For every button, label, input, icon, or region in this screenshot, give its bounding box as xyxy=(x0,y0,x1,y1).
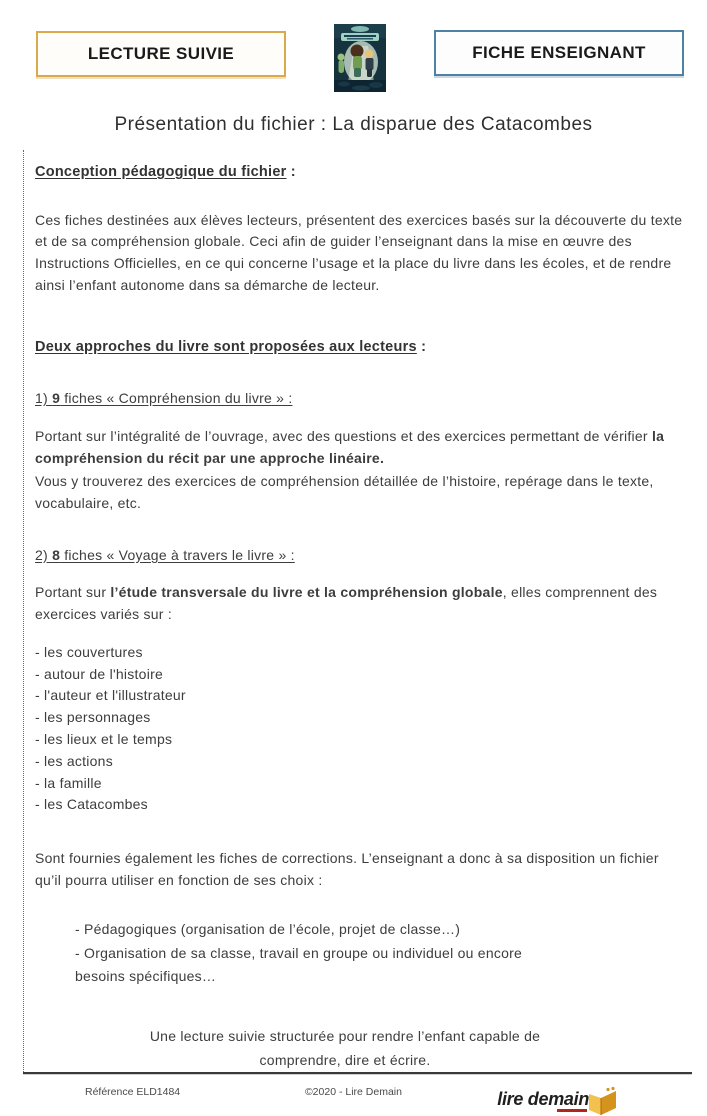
fiche-enseignant-label: FICHE ENSEIGNANT xyxy=(472,43,646,62)
paragraph-exercices: Vous y trouverez des exercices de compréhension détaillée de l’histoire, repérage dans le texte, vocabulaire, etc. xyxy=(35,473,654,512)
fiche-count-2: 8 xyxy=(52,546,61,563)
footer-reference: Référence ELD1484 xyxy=(85,1085,181,1098)
closing-line-2: comprendre, dire et écrire. xyxy=(259,1051,431,1068)
footer-copyright: ©2020 - Lire Demain xyxy=(304,1085,402,1098)
book-cover-art xyxy=(334,24,386,92)
page-title: Présentation du fichier : La disparue des Catacombes xyxy=(114,114,593,135)
paragraph-comprehension: Portant sur l’intégralité de l’ouvrage, avec des questions et des exercices permettant de vérifier la compréhension du récit par une approche linéaire. xyxy=(35,427,665,466)
footer-logo-area xyxy=(471,1086,707,1116)
section-heading-approches xyxy=(35,337,688,359)
heading-colon: : xyxy=(416,338,427,355)
subheading-voyage xyxy=(35,545,688,567)
list-item: - Organisation de sa classe, travail en groupe ou individuel ou encore besoins spécifiques… xyxy=(75,944,523,984)
lire-demain-logo xyxy=(497,1086,619,1116)
heading-colon: : xyxy=(286,164,296,180)
lecture-suivie-label: LECTURE SUIVIE xyxy=(87,44,235,63)
document-header xyxy=(0,0,707,92)
book-cover-image xyxy=(334,24,386,92)
approches-heading-text: Deux approches du livre sont proposées aux lecteurs xyxy=(35,338,417,355)
choices-list xyxy=(75,918,545,988)
list-item: - l'auteur et l'illustrateur xyxy=(35,687,186,704)
fiche-enseignant-box xyxy=(434,30,684,76)
subheading-comprehension xyxy=(35,388,688,410)
list-item: - les actions xyxy=(35,752,113,769)
logo-red-subtext-mark xyxy=(557,1109,587,1112)
section-heading-conception xyxy=(35,162,688,184)
closing-line-1: Une lecture suivie structurée pour rendre l’enfant capable de xyxy=(149,1027,541,1044)
lecture-suivie-box xyxy=(36,31,286,77)
list-item: - les lieux et le temps xyxy=(35,731,173,748)
subheading-voyage-text: 2) 8 fiches « Voyage à travers le livre » : xyxy=(35,546,295,563)
list-item: - la famille xyxy=(35,774,102,791)
paragraph-intro: Ces fiches destinées aux élèves lecteurs, présentent des exercices basés sur la découverte du texte et de sa compréhension globale. Ceci afin de guider l’enseignant dans la mise en œuvre des Instructions Officielles, en ce qui concerne l’usage et la place du livre dans les écoles, et de rendre ainsi l’enfant autonome dans sa démarche de lecteur. xyxy=(35,211,683,293)
bold-etude-transversale: l’étude transversale du livre et la compréhension globale xyxy=(110,584,503,601)
list-item: - Pédagogiques (organisation de l’école, projet de classe…) xyxy=(75,920,461,937)
open-book-icon xyxy=(585,1086,619,1116)
list-item: - les Catacombes xyxy=(35,796,148,813)
paragraph-corrections: Sont fournies également les fiches de corrections. L’enseignant a donc à sa disposition un fichier qu’il pourra utiliser en fonction de ses choix : xyxy=(35,850,659,888)
document-footer xyxy=(0,1075,707,1116)
topics-list xyxy=(35,642,688,816)
main-content xyxy=(23,150,692,1072)
list-item: - autour de l'histoire xyxy=(35,665,164,682)
list-item: - les couvertures xyxy=(35,643,143,660)
fiche-count-1: 9 xyxy=(52,390,61,407)
lire-demain-logo-text: lire demain xyxy=(497,1088,590,1109)
paragraph-transversale: Portant sur l’étude transversale du livre et la compréhension globale, elles comprennent des exercices variés sur : xyxy=(35,584,658,623)
list-item: - les personnages xyxy=(35,709,151,726)
subheading-comprehension-text: 1) 9 fiches « Compréhension du livre » : xyxy=(35,390,293,407)
bold-approche-lineaire: la compréhension du récit par une approche linéaire. xyxy=(35,427,665,466)
conception-heading-text: Conception pédagogique du fichier xyxy=(35,164,287,180)
closing-statement xyxy=(35,1024,655,1072)
